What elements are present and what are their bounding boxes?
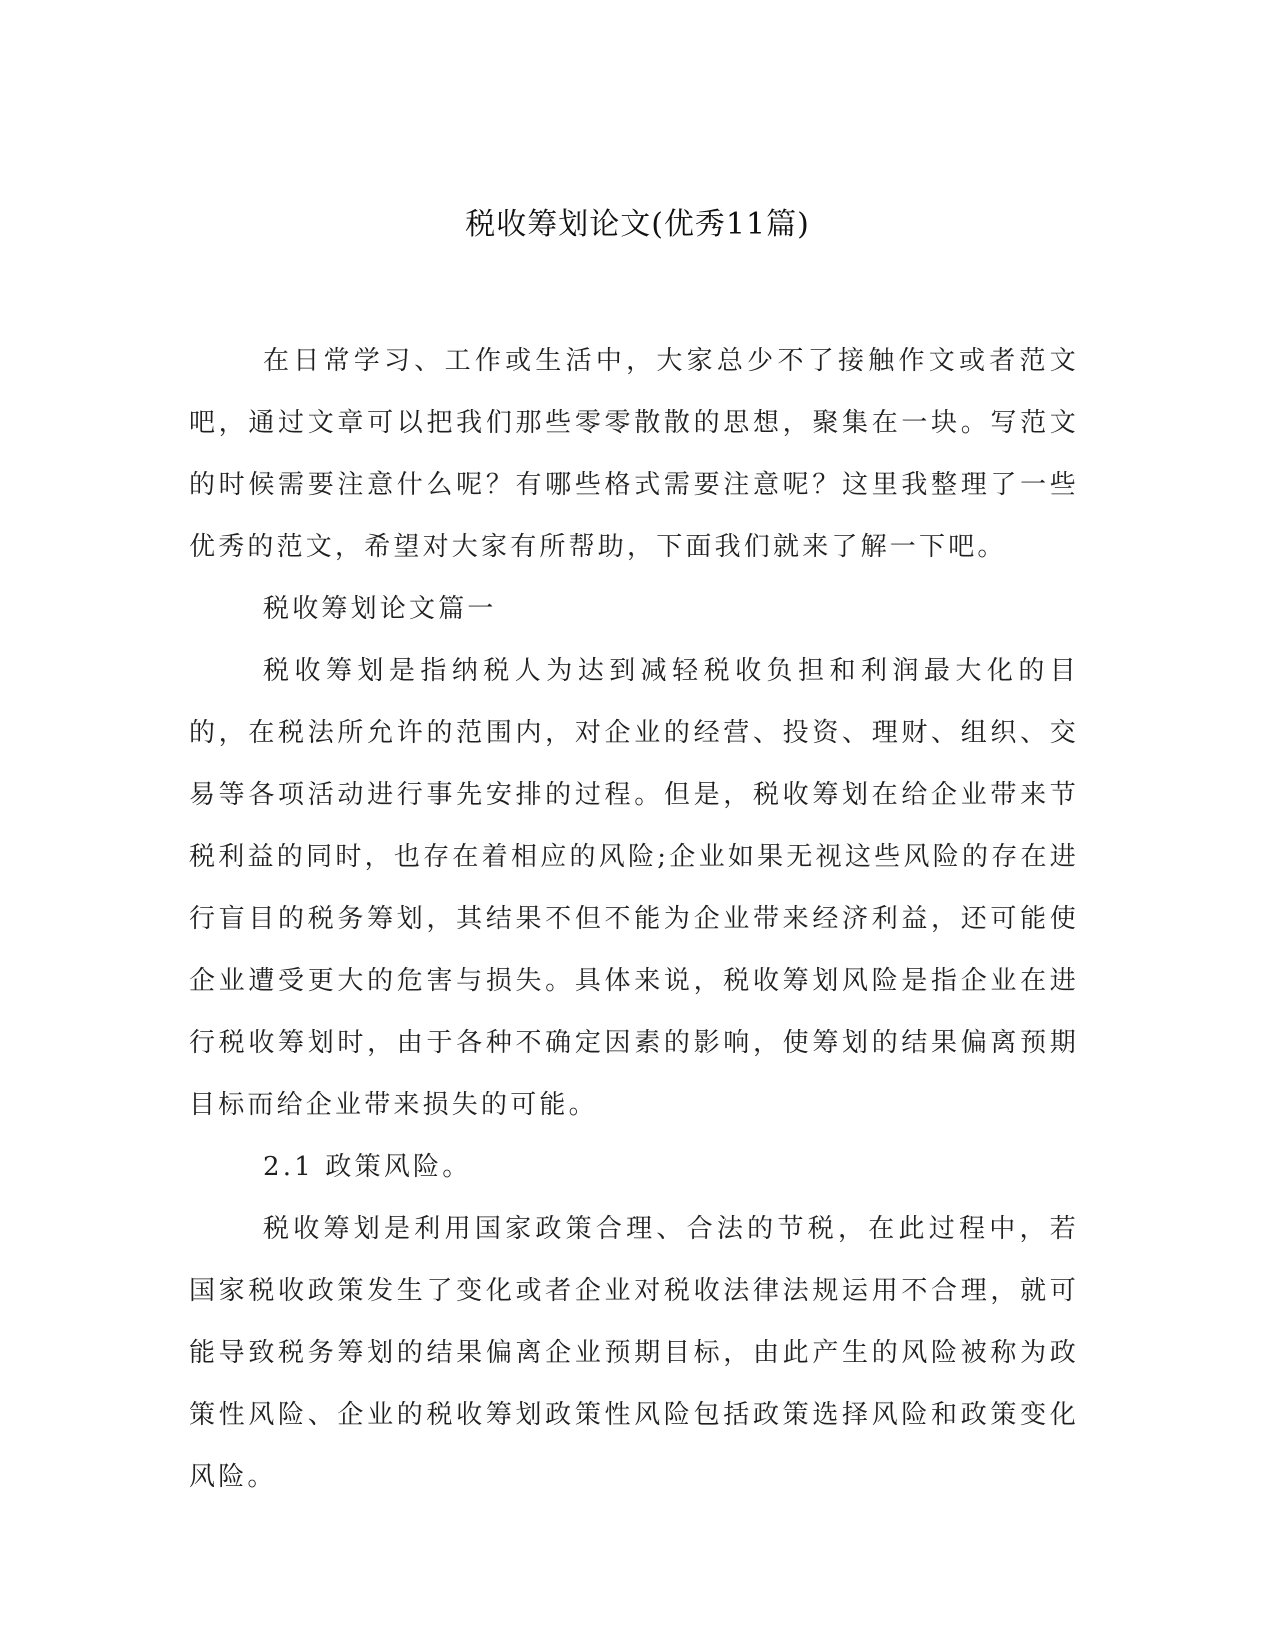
section-heading-part-one: 税收筹划论文篇一 [263, 594, 497, 624]
document-title: 税收筹划论文(优秀11篇) [465, 207, 810, 242]
subsection-heading-policy-risk: 2.1 政策风险。 [263, 1152, 472, 1182]
document-body [189, 330, 1079, 1508]
definition-paragraph: 税收筹划是指纳税人为达到减轻税收负担和利润最大化的目的，在税法所允许的范围内，对企业的经营、投资、理财、组织、交易等各项活动进行事先安排的过程。但是，税收筹划在给企业带来节税利益的同时，也存在着相应的风险;企业如果无视这些风险的存在进行盲目的税务筹划，其结果不但不能为企业带来经济利益，还可能使企业遭受更大的危害与损失。具体来说，税收筹划风险是指企业在进行税收筹划时，由于各种不确定因素的影响，使筹划的结果偏离预期目标而给企业带来损失的可能。 [189, 656, 1079, 1120]
intro-paragraph: 在日常学习、工作或生活中，大家总少不了接触作文或者范文吧，通过文章可以把我们那些零零散散的思想，聚集在一块。写范文的时候需要注意什么呢？有哪些格式需要注意呢？这里我整理了一些优秀的范文，希望对大家有所帮助，下面我们就来了解一下吧。 [189, 346, 1079, 562]
policy-risk-paragraph: 税收筹划是利用国家政策合理、合法的节税，在此过程中，若国家税收政策发生了变化或者企业对税收法律法规运用不合理，就可能导致税务筹划的结果偏离企业预期目标，由此产生的风险被称为政策性风险、企业的税收筹划政策性风险包括政策选择风险和政策变化风险。 [189, 1214, 1079, 1492]
